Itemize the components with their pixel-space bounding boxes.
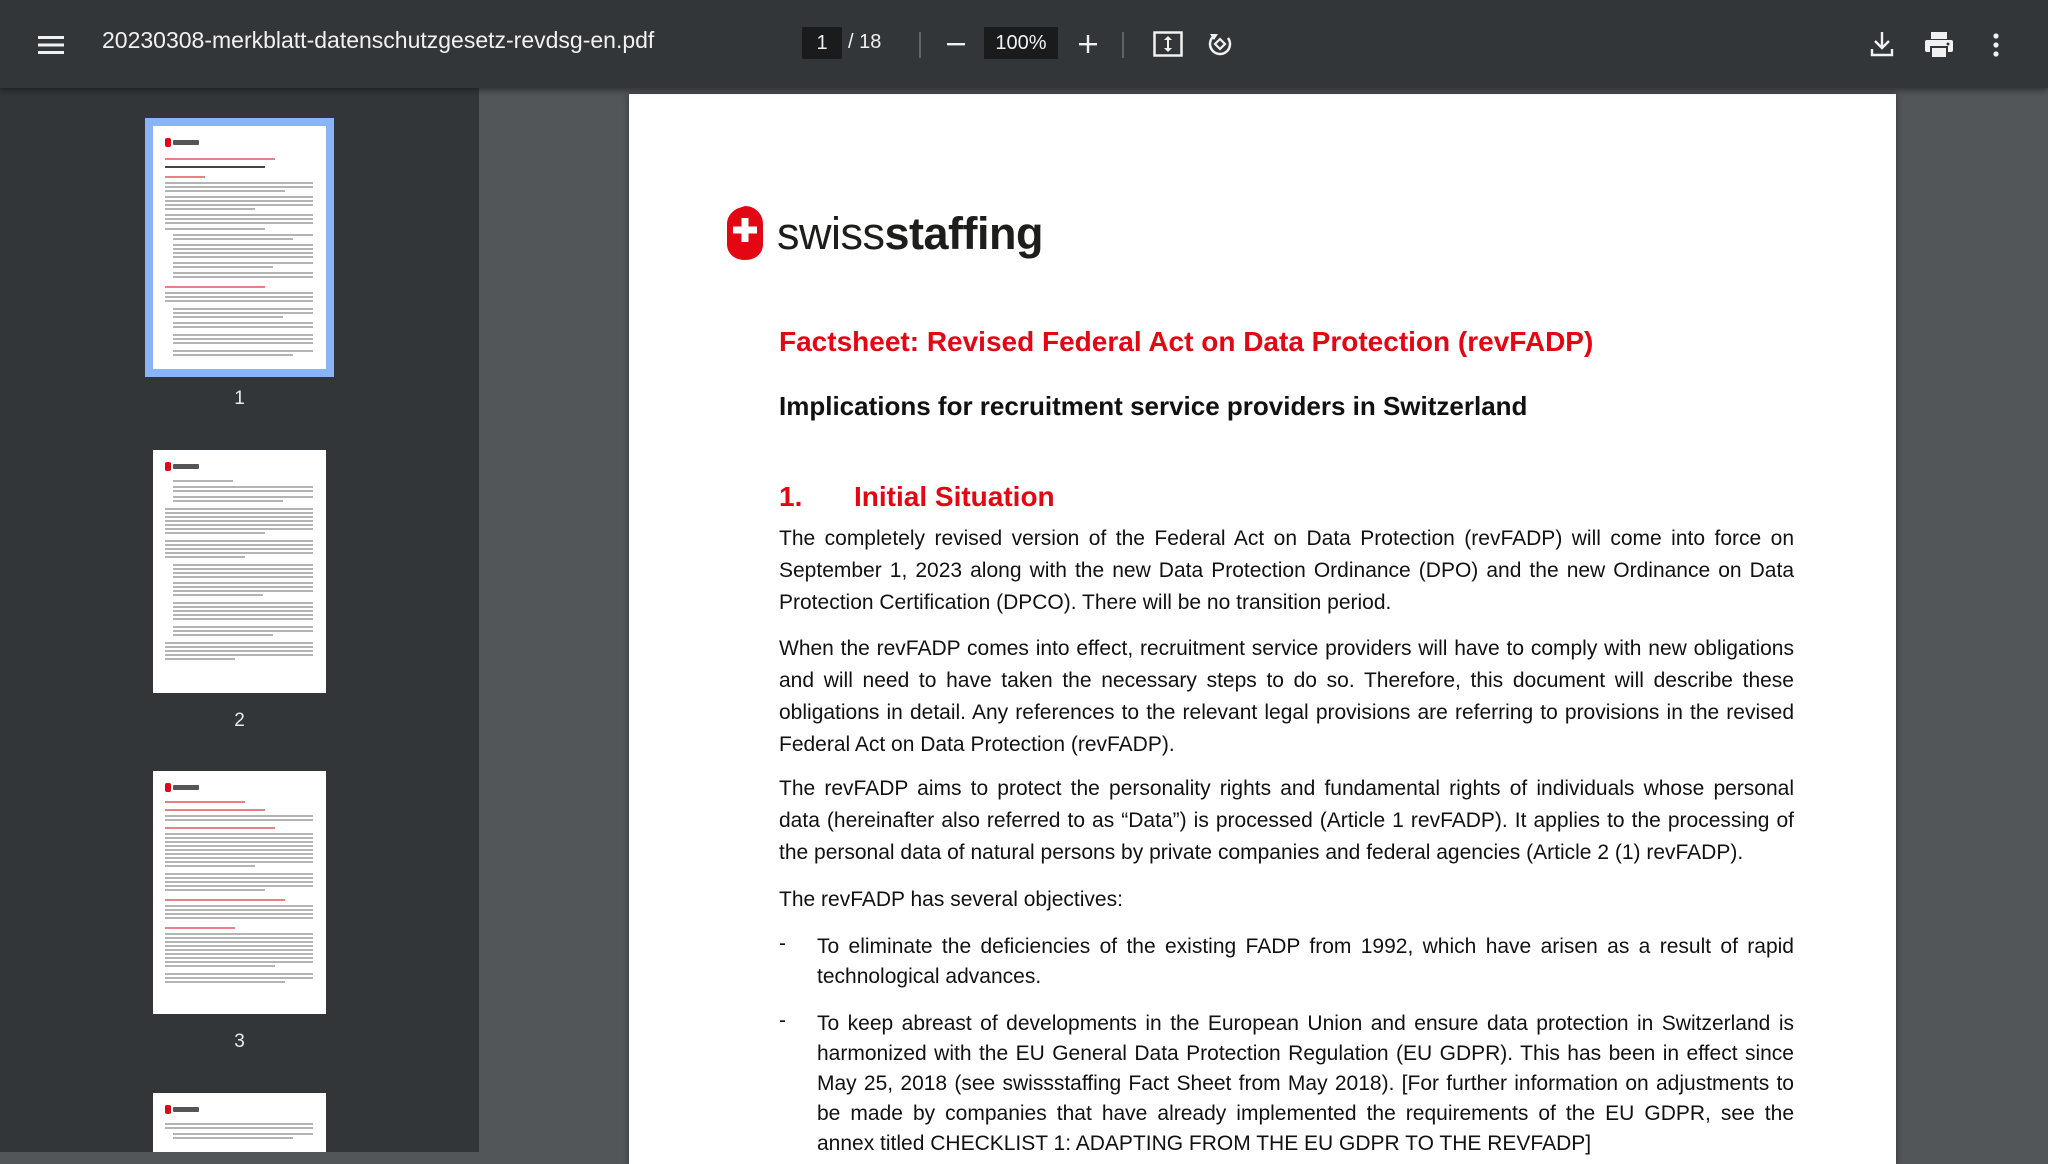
section-number: 1. [779, 481, 803, 512]
thumbnail-logo [165, 138, 201, 148]
thumbnail-logo [165, 462, 201, 472]
download-icon [1870, 31, 1894, 57]
toolbar-divider [919, 32, 921, 58]
thumbnail-label: 3 [234, 1031, 245, 1052]
document-subheading: Implications for recruitment service providers in Switzerland [779, 391, 1528, 421]
pdf-toolbar [0, 0, 2048, 88]
thumbnail-label: 1 [234, 388, 245, 409]
paragraph: When the revFADP comes into effect, recruitment service providers will have to comply with new obligations and will need to have taken the necessary steps to do so. Therefore, this document will describe these obligations in detail. Any references to the relevant legal provisions are referring to provisions in the revised Federal Act on Data Protection (revFADP). [779, 637, 1794, 756]
bullet-marker: - [779, 932, 786, 955]
logo-wordmark: swissstaffing [777, 208, 1043, 259]
menu-icon[interactable] [30, 24, 72, 66]
swissstaffing-logo [725, 204, 1045, 270]
page-thumbnail-2[interactable] [153, 450, 326, 693]
more-vert-icon [1993, 33, 1999, 57]
page-thumbnail-1[interactable] [153, 126, 326, 369]
document-title: 20230308-merkblatt-datenschutzgesetz-revdsg-en.pdf [102, 27, 655, 53]
pdf-page [629, 94, 1896, 1164]
toolbar-divider [1122, 32, 1124, 58]
bullet-item: To keep abreast of developments in the European Union and ensure data protection in Switzerland is harmonized with the EU General Data Protection Regulation (EU GDPR). This has been in effect since May 25, 2018 (see swissstaffing Fact Sheet from May 2018). [For further information on adjustments to be made by companies that have already implemented the requirements of the EU GDPR, see the annex titled CHECKLIST 1: ADAPTING FROM THE EU GDPR TO THE REVFADP] [817, 1012, 1794, 1155]
page-thumbnail-3[interactable] [153, 771, 326, 1014]
bullet-item: To eliminate the deficiencies of the existing FADP from 1992, which have arisen as a result of rapid technological advances. [817, 935, 1794, 988]
bullet-marker: - [779, 1009, 786, 1032]
rotate-icon [1206, 30, 1234, 58]
zoom-level-input[interactable]: 100% [984, 27, 1058, 59]
document-heading: Factsheet: Revised Federal Act on Data Protection (revFADP) [779, 326, 1594, 357]
more-options-button[interactable] [1978, 24, 2014, 66]
page-number-input[interactable]: 1 [802, 27, 842, 59]
thumbnail-label: 2 [234, 710, 245, 731]
fit-page-icon [1153, 31, 1183, 57]
swiss-cross-logo-icon [725, 204, 765, 262]
print-icon [1924, 31, 1954, 59]
print-button[interactable] [1918, 24, 1960, 66]
zoom-out-icon [945, 33, 967, 55]
thumbnail-logo [165, 783, 201, 793]
zoom-out-button[interactable] [936, 24, 976, 64]
fit-page-button[interactable] [1148, 24, 1188, 64]
zoom-in-icon [1077, 33, 1099, 55]
page-thumbnail-4[interactable] [153, 1093, 326, 1152]
page-total: / 18 [848, 31, 882, 53]
download-button[interactable] [1862, 24, 1902, 64]
paragraph: The revFADP aims to protect the personality rights and fundamental rights of individuals whose personal data (hereinafter also referred to as “Data”) is processed (Article 1 revFADP). It applies to the processing of the personal data of natural persons by private companies and federal agencies (Article 2 (1) revFADP). [779, 777, 1794, 864]
thumbnail-logo [165, 1105, 201, 1115]
section-title: Initial Situation [854, 481, 1055, 512]
rotate-button[interactable] [1200, 24, 1240, 64]
paragraph: The revFADP has several objectives: [779, 888, 1123, 911]
zoom-in-button[interactable] [1068, 24, 1108, 64]
paragraph: The completely revised version of the Federal Act on Data Protection (revFADP) will come into force on September 1, 2023 along with the new Data Protection Ordinance (DPO) and the new Ordinance on Data Protection Certification (DPCO). There will be no transition period. [779, 527, 1794, 614]
thumbnail-sidebar [0, 88, 479, 1152]
